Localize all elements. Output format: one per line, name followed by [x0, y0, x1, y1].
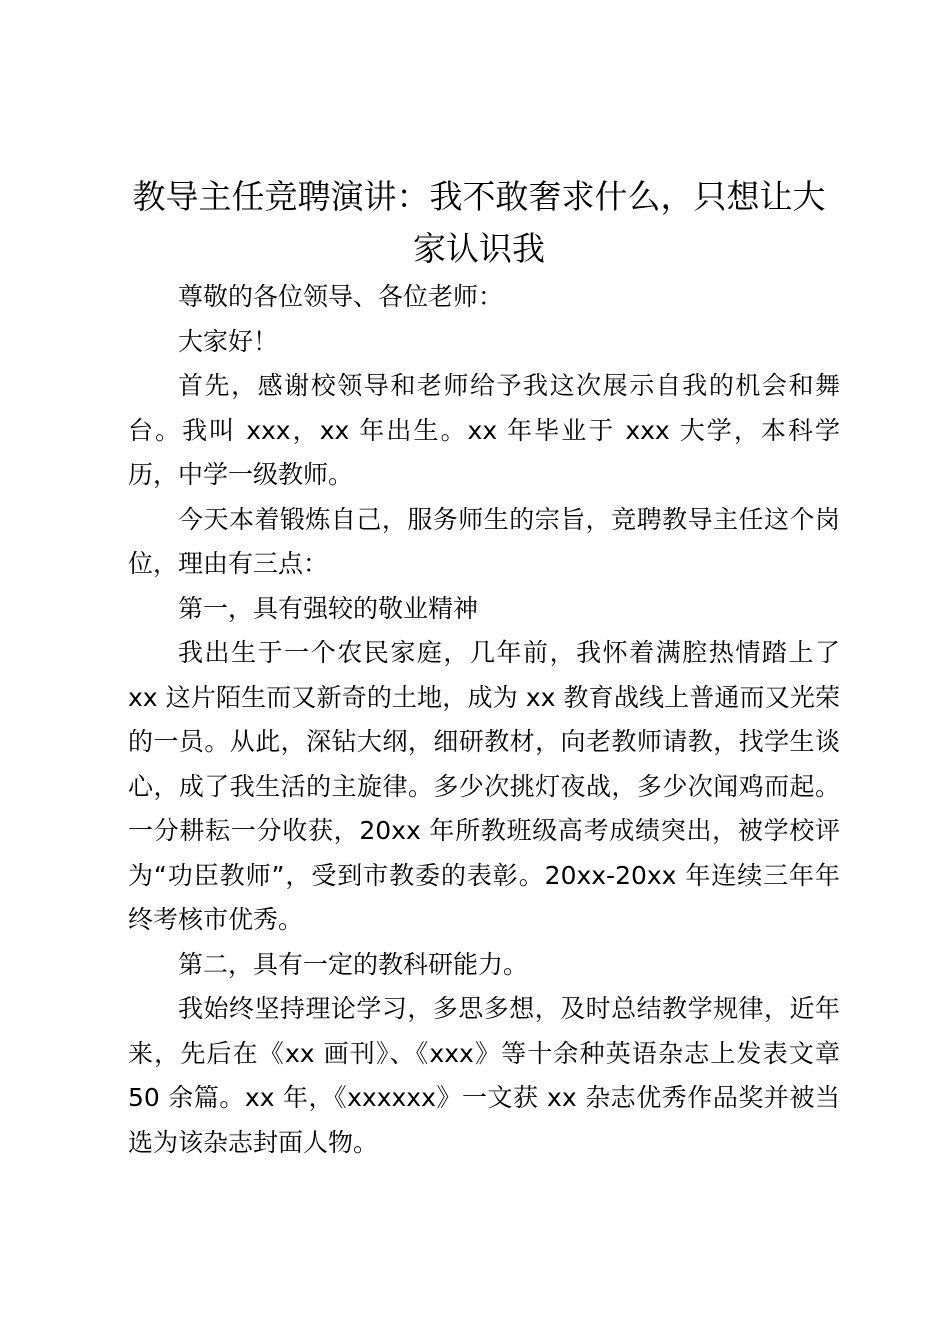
paragraph-point-one: 我出生于一个农民家庭，几年前，我怀着满腔热情踏上了 xx 这片陌生而又新奇的土地，成为 xx 教育战线上普通而又光荣的一员。从此，深钻大纲，细研教材，向老教师请教，找学生谈心，成了我生活的主旋律。多少次挑灯夜战，多少次闻鸡而起。一分耕耘一分收获，20xx 年所教班级高考成绩突出，被学校评为“功臣教师”，受到市教委的表彰。20xx-20xx 年连续三年年终考核市优秀。	[128, 638, 840, 934]
heading-point-one: 第一，具有强较的敬业精神	[178, 593, 479, 623]
document-body	[128, 275, 840, 1165]
heading-point-two: 第二，具有一定的教科研能力。	[178, 949, 529, 979]
greeting: 大家好！	[178, 326, 279, 356]
paragraph-purpose: 今天本着锻炼自己，服务师生的宗旨，竞聘教导主任这个岗位，理由有三点：	[128, 504, 840, 578]
paragraph-introduction: 首先，感谢校领导和老师给予我这次展示自我的机会和舞台。我叫 xxx，xx 年出生。xx 年毕业于 xxx 大学，本科学历，中学一级教师。	[128, 371, 840, 489]
document-title: 教导主任竞聘演讲：我不敢奢求什么，只想让大家认识我	[132, 177, 826, 268]
paragraph-point-two: 我始终坚持理论学习，多思多想，及时总结教学规律，近年来，先后在《xx 画刊》、《xxx》等十余种英语杂志上发表文章 50 余篇。xx 年，《xxxxxx》一文获 xx 杂志优秀作品奖并被当选为该杂志封面人物。	[128, 994, 840, 1157]
salutation: 尊敬的各位领导、各位老师：	[178, 282, 504, 311]
